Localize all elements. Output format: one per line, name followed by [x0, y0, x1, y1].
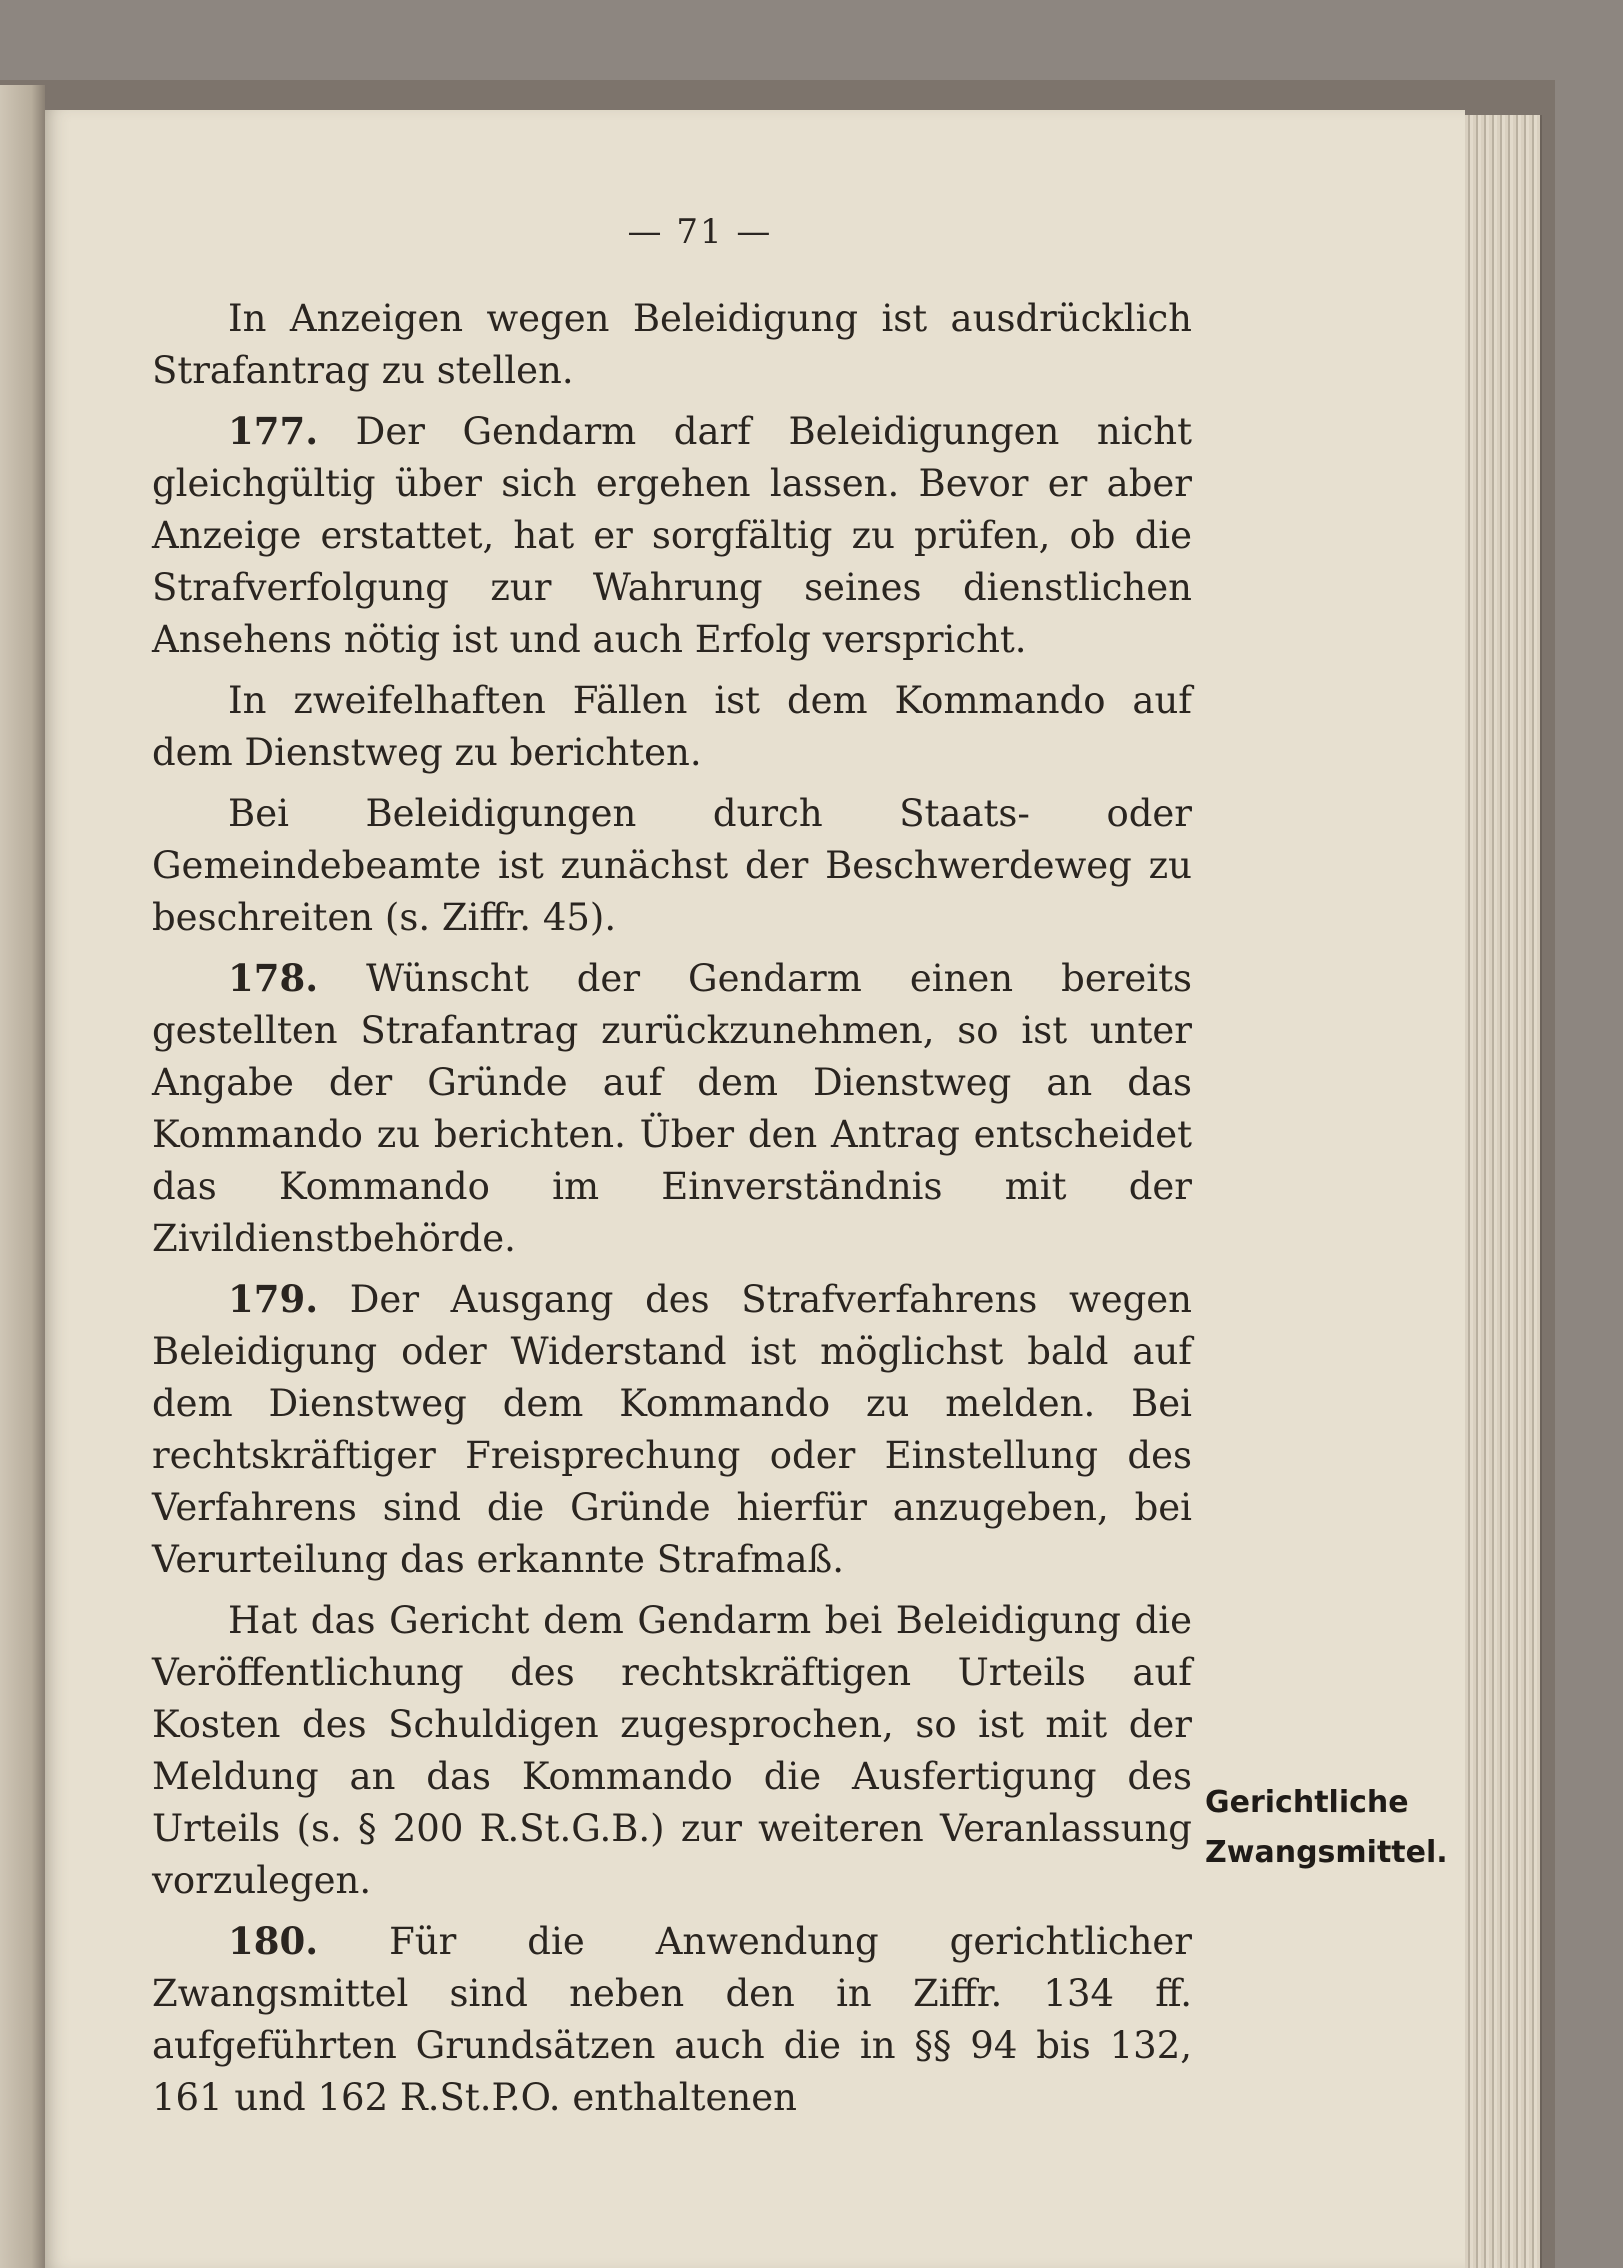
margin-note-line: Gerichtliche [1205, 1785, 1409, 1820]
margin-note [1205, 1778, 1448, 1878]
page-stack-edge [1465, 115, 1542, 2268]
margin-note-line: Zwangsmittel. [1205, 1835, 1448, 1870]
body-text [152, 292, 1192, 2132]
paragraph: 180. Für die Anwendung gerichtlicher Zwangsmittel sind neben den in Ziffr. 134 ff. aufgeführten Grundsätzen auch die in §§ 94 bis 132, 161 und 162 R.St.P.O. enthaltenen [152, 1919, 1192, 2119]
paragraph: 177. Der Gendarm darf Beleidigungen nicht gleichgültig über sich ergehen lassen. Bevor er aber Anzeige erstattet, hat er sorgfältig zu prüfen, ob die Strafverfolgung zur Wahrung seines dienstlichen Ansehens nötig ist und auch Erfolg verspricht. [152, 409, 1192, 661]
paragraph: 178. Wünscht der Gendarm einen bereits gestellten Strafantrag zurückzunehmen, so ist unter Angabe der Gründe auf dem Dienstweg an das Kommando zu berichten. Über den Antrag entscheidet das Kommando im Einverständnis mit der Zivildienstbehörde. [152, 956, 1192, 1260]
paragraph: 179. Der Ausgang des Strafverfahrens wegen Beleidigung oder Widerstand ist möglichst bald auf dem Dienstweg dem Kommando zu melden. Bei rechtskräftiger Freisprechung oder Einstellung des Verfahrens sind die Gründe hierfür anzugeben, bei Verurteilung das erkannte Strafmaß. [152, 1277, 1193, 1581]
left-page-edge [0, 85, 45, 2268]
paragraph: Bei Beleidigungen durch Staats- oder Gemeindebeamte ist zunächst der Beschwerdeweg zu beschreiten (s. Ziffr. 45). [152, 792, 1192, 939]
paragraph: In zweifelhaften Fällen ist dem Kommando auf dem Dienstweg zu berichten. [152, 679, 1192, 774]
paragraph: In Anzeigen wegen Beleidigung ist ausdrücklich Strafantrag zu stellen. [152, 297, 1192, 392]
page-number: — 71 — [627, 212, 773, 252]
paragraph: Hat das Gericht dem Gendarm bei Beleidigung die Veröffentlichung des rechtskräftigen Urteils auf Kosten des Schuldigen zugesprochen, so ist mit der Meldung an das Kommando die Ausfertigung des Urteils (s. § 200 R.St.G.B.) zur weiteren Veranlassung vorzulegen. [152, 1599, 1192, 1902]
